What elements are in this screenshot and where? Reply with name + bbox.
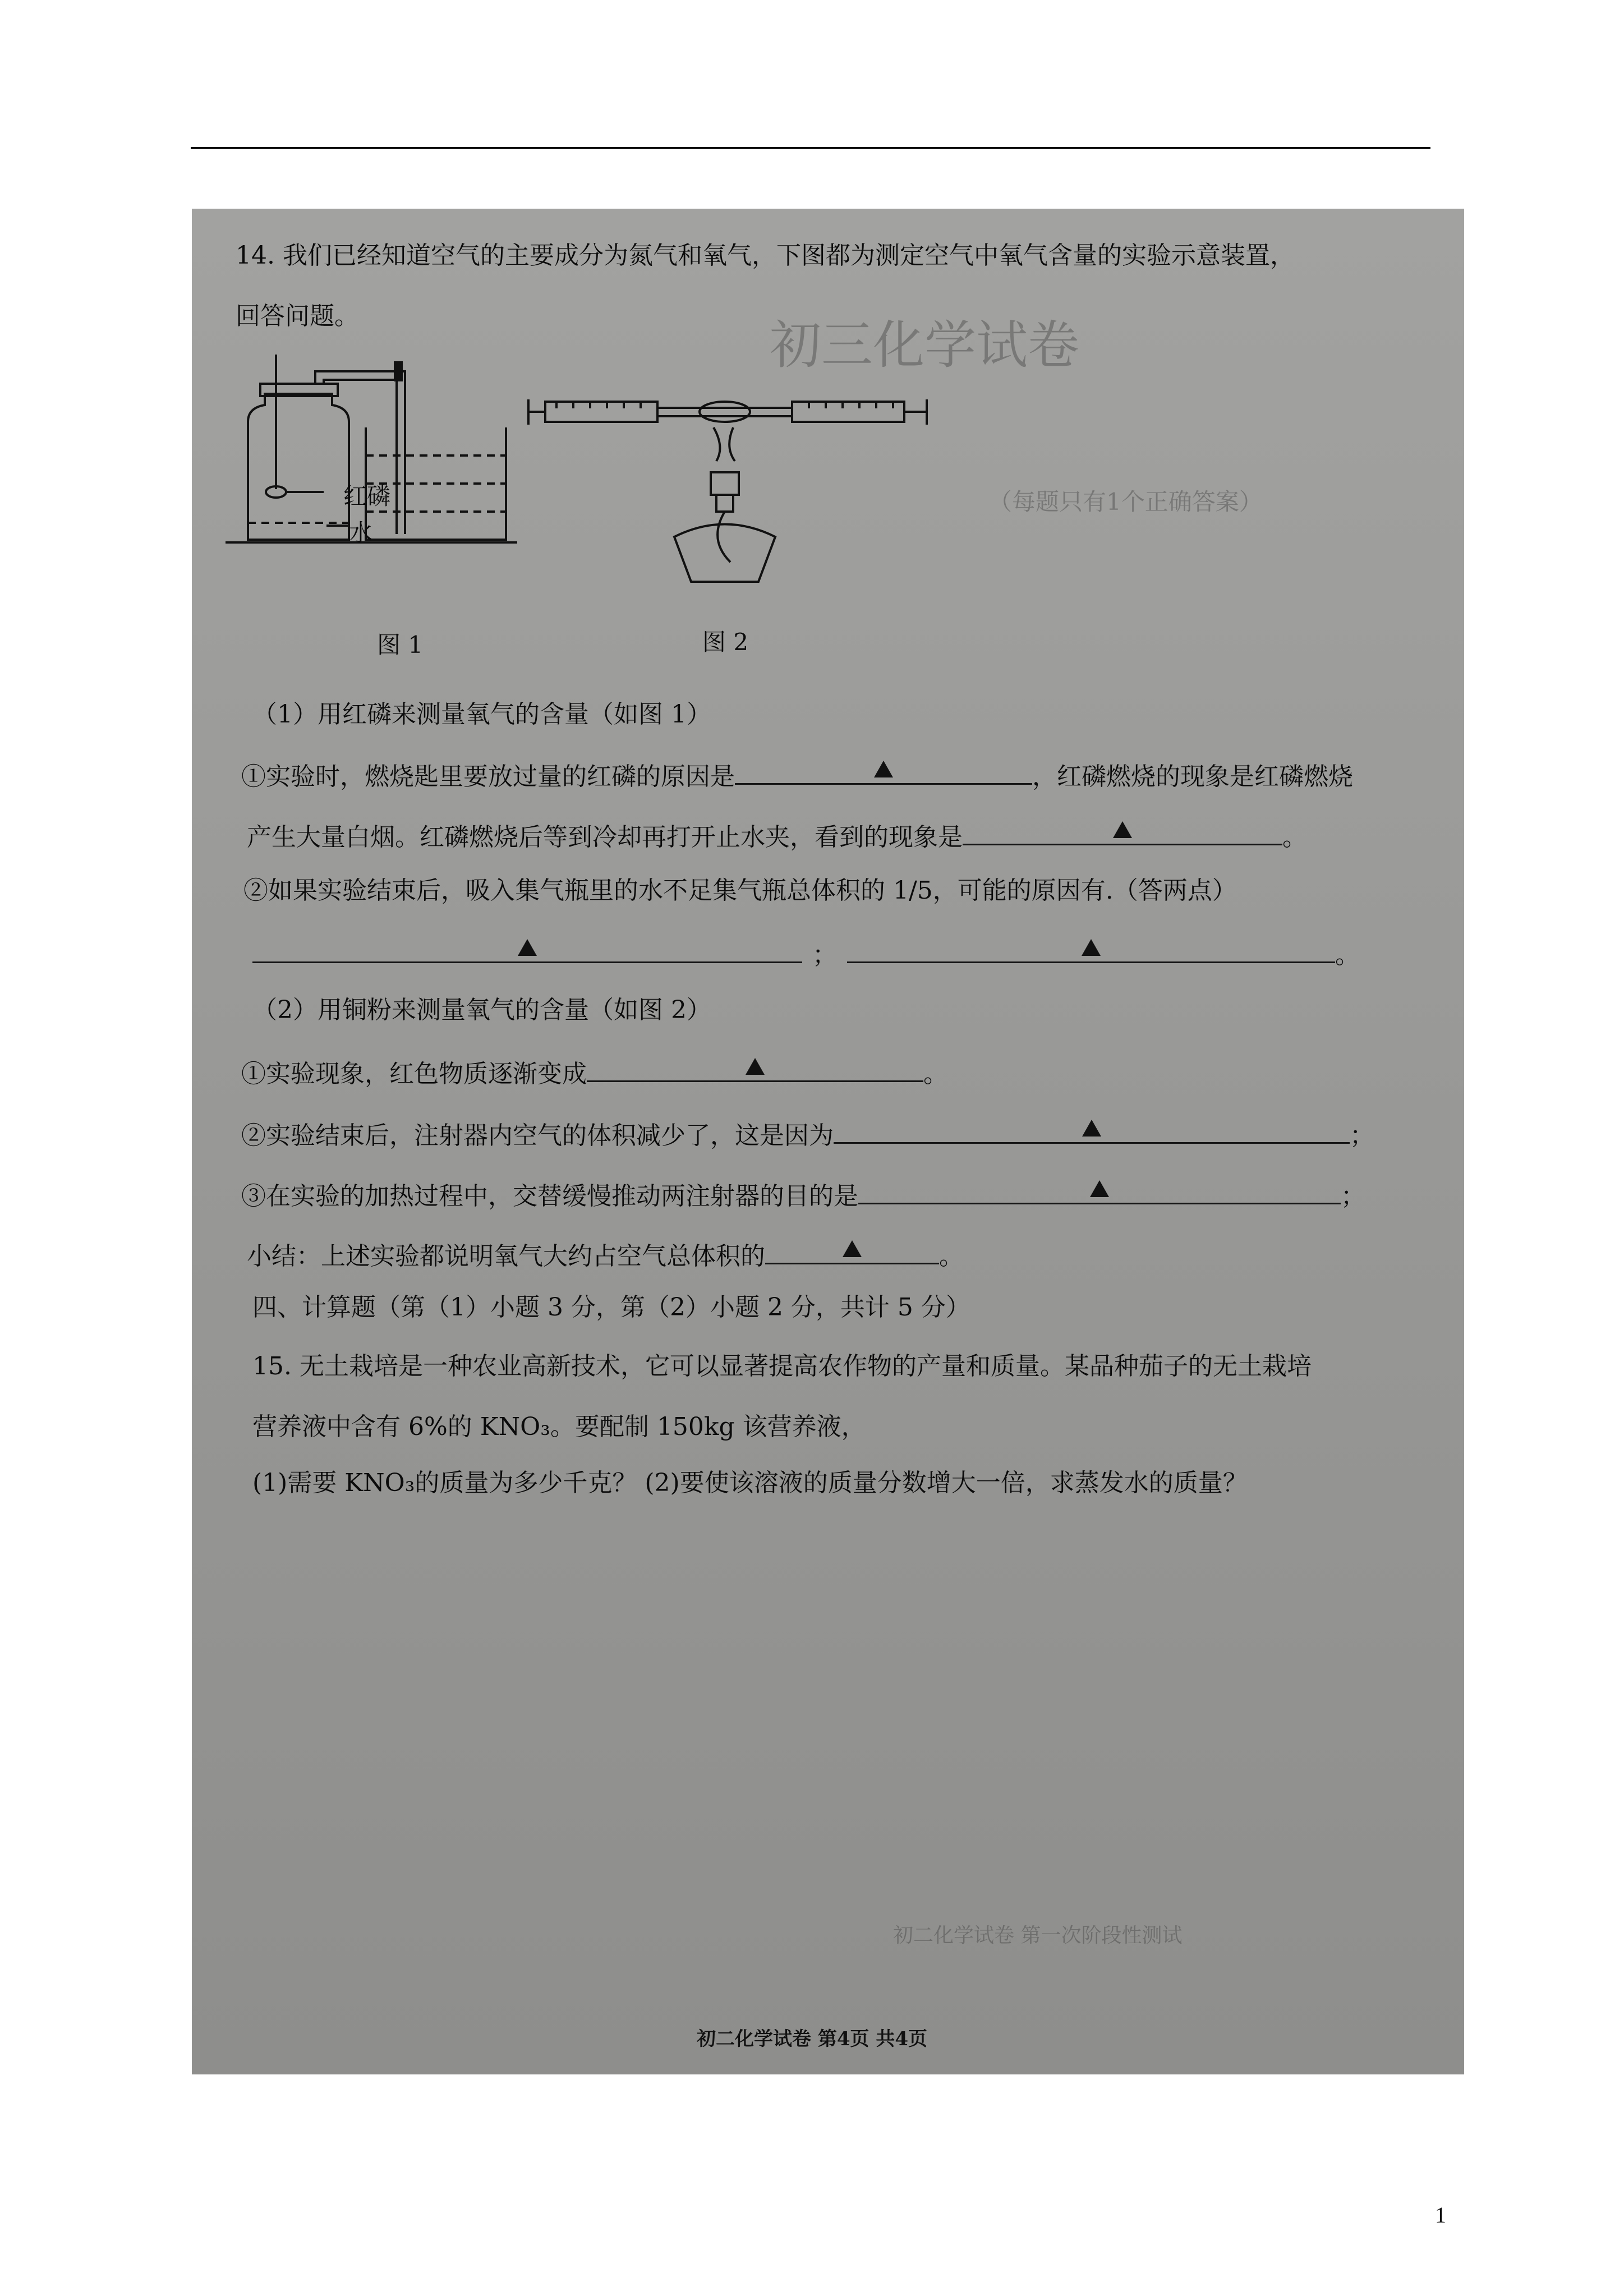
answer-blank-5[interactable]: [587, 1056, 923, 1082]
bleed-through-title: 初三化学试卷: [770, 315, 1080, 375]
section4-title: 四、计算题（第（1）小题 3 分，第（2）小题 2 分，共计 5 分）: [252, 1293, 970, 1322]
page-footer: 初二化学试卷 第4页 共4页: [697, 2028, 927, 2050]
summary-text: 小结：上述实验都说明氧气大约占空气总体积的: [247, 1242, 765, 1271]
figure-1-label-phosphorus: 红磷: [343, 482, 391, 510]
triangle-marker-icon: [518, 939, 537, 956]
bleed-through-text: （每题只有1个正确答案）: [988, 488, 1263, 516]
answer-blank-1[interactable]: [735, 758, 1032, 785]
figure-2-caption: 图 2: [702, 628, 749, 656]
figure-1-label-water: 水: [349, 519, 373, 546]
p1-q1-line2: [247, 819, 1307, 851]
p2-q1-line: [241, 1056, 948, 1088]
triangle-marker-icon: [874, 761, 893, 777]
q15-line1: 15. 无土栽培是一种农业高新技术，它可以显著提高农作物的产量和质量。某品种茄子的无土栽培: [252, 1352, 1312, 1381]
p2-q2-line: [241, 1117, 1374, 1149]
triangle-marker-icon: [843, 1240, 862, 1257]
q15-line3: (1)需要 KNO₃的质量为多少千克？ (2)要使该溶液的质量分数增大一倍，求蒸发水的质量？: [252, 1469, 1248, 1497]
bleed-through-text: 初二化学试卷 第一次阶段性测试: [893, 1924, 1183, 1947]
p1-q2-line: ②如果实验结束后，吸入集气瓶里的水不足集气瓶总体积的 1/5，可能的原因有.（答两点）: [243, 876, 1237, 905]
answer-blank-2[interactable]: [963, 819, 1282, 845]
p2-q2-end: ；: [1350, 1121, 1374, 1150]
p2-q1-end: 。: [923, 1060, 948, 1088]
figure-1-caption: 图 1: [377, 631, 424, 659]
triangle-marker-icon: [1082, 939, 1101, 956]
answer-blank-6[interactable]: [834, 1117, 1350, 1144]
answer-blank-3[interactable]: [252, 937, 802, 963]
p2-q3-text: ③在实验的加热过程中，交替缓慢推动两注射器的目的是: [241, 1182, 858, 1211]
part1-title: （1）用红磷来测量氧气的含量（如图 1）: [252, 700, 711, 729]
page-number: 1: [1435, 2202, 1446, 2228]
triangle-marker-icon: [1090, 1180, 1109, 1197]
triangle-marker-icon: [746, 1058, 765, 1075]
p2-q3-end: ；: [1341, 1182, 1365, 1211]
p1-q1-end: 。: [1282, 823, 1307, 852]
answer-blank-7[interactable]: [858, 1178, 1341, 1204]
p1-q2-end: 。: [1335, 941, 1360, 969]
answer-blank-4[interactable]: [847, 937, 1335, 963]
answer-blank-8[interactable]: [765, 1238, 939, 1264]
triangle-marker-icon: [1113, 821, 1132, 838]
part2-title: （2）用铜粉来测量氧气的含量（如图 2）: [252, 996, 711, 1024]
header-rule: [191, 147, 1430, 149]
triangle-marker-icon: [1082, 1120, 1101, 1137]
p1-q1-text-a: ①实验时，燃烧匙里要放过量的红磷的原因是: [241, 762, 735, 791]
summary-line: [247, 1238, 964, 1270]
p1-q1-line1: [241, 758, 1353, 790]
scanned-exam-photo: [192, 209, 1464, 2074]
summary-end: 。: [939, 1242, 964, 1271]
q15-line2: 营养液中含有 6%的 KNO₃。要配制 150kg 该营养液，: [252, 1412, 866, 1441]
p2-q1-text: ①实验现象，红色物质逐渐变成: [241, 1060, 587, 1088]
p1-q2-blanks: [252, 937, 1360, 969]
p1-q1-text-b: ，红磷燃烧的现象是红磷燃烧: [1032, 762, 1353, 791]
p2-q2-text: ②实验结束后，注射器内空气的体积减少了，这是因为: [241, 1121, 834, 1150]
q14-stem-line2: 回答问题。: [236, 302, 359, 330]
figure-2-apparatus: [523, 394, 938, 613]
p1-q1-text-c: 产生大量白烟。红磷燃烧后等到冷却再打开止水夹，看到的现象是: [247, 823, 963, 852]
q14-stem-line1: 14. 我们已经知道空气的主要成分为氮气和氧气，下图都为测定空气中氧气含量的实验示意装置，: [236, 241, 1295, 270]
p2-q3-line: [241, 1178, 1365, 1210]
p1-q2-separator: ；: [812, 941, 837, 969]
